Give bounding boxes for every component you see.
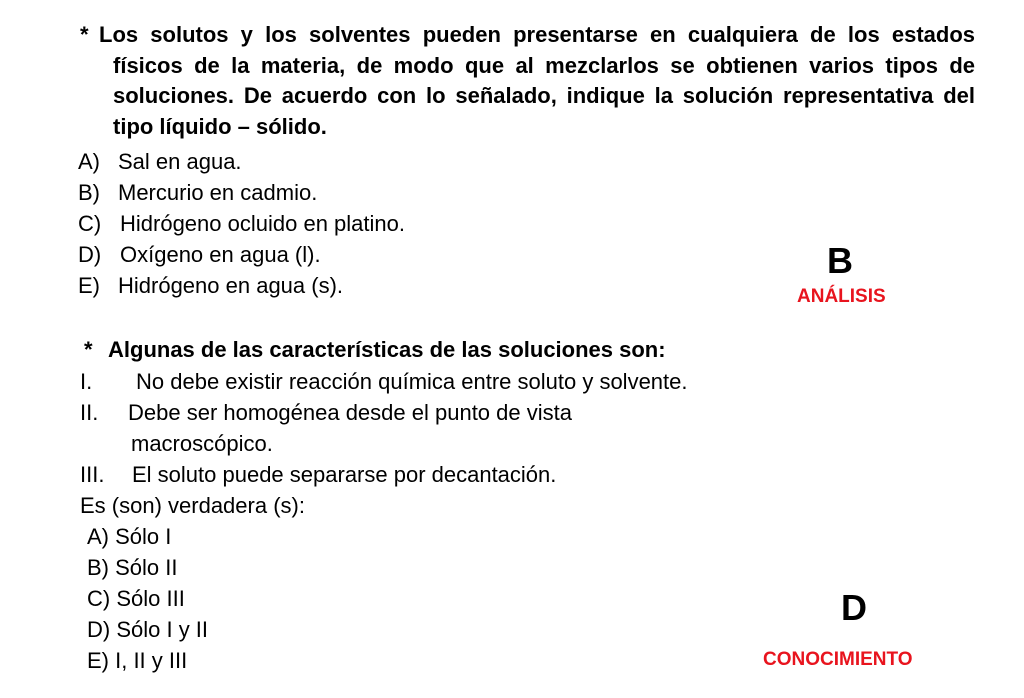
option-key: A) — [78, 149, 100, 174]
question-2-option-c: C) Sólo III — [87, 586, 185, 611]
question-1-option-e — [78, 270, 405, 301]
statement-number: II. — [80, 400, 99, 425]
option-text: Hidrógeno ocluido en platino. — [120, 211, 405, 236]
statement-text: Debe ser homogénea desde el punto de vista — [128, 400, 572, 425]
question-2-option-e: E) I, II y III — [87, 648, 188, 673]
statement-number: III. — [80, 462, 105, 487]
statement-iii — [80, 459, 688, 490]
question-2-body — [80, 366, 688, 676]
option-text: Hidrógeno en agua (s). — [118, 273, 344, 298]
question-2-option-b: B) Sólo II — [87, 555, 178, 580]
statement-text: El soluto puede separarse por decantación. — [132, 462, 557, 487]
option-key: B) — [78, 180, 100, 205]
question-1-text: Los solutos y los solventes pueden presentarse en cualquiera de los estados físicos de la materia, de modo que al mezclarlos se obtienen varios tipos de soluciones. De acuerdo con lo señalado, indique la solución representativa del tipo líquido – sólido. — [99, 22, 975, 139]
question-1-stem — [80, 20, 975, 142]
question-2-answer: D — [841, 587, 867, 628]
question-2-prompt: Es (son) verdadera (s): — [80, 493, 305, 518]
option-key: D) — [78, 242, 102, 267]
option-text: Oxígeno en agua (l). — [120, 242, 321, 267]
statement-text: No debe existir reacción química entre soluto y solvente. — [136, 369, 688, 394]
question-2-category: CONOCIMIENTO — [763, 649, 913, 670]
option-key: E) — [78, 273, 100, 298]
question-2-heading-text: Algunas de las características de las soluciones son: — [108, 337, 666, 362]
option-key: C) — [78, 211, 102, 236]
question-1-options — [78, 146, 405, 301]
option-text: Sal en agua. — [118, 149, 242, 174]
statement-ii — [80, 397, 688, 428]
statement-ii-continuation: macroscópico. — [131, 431, 273, 456]
question-1-option-c — [78, 208, 405, 239]
question-1-option-b — [78, 177, 405, 208]
question-1-answer: B — [827, 240, 853, 281]
statement-number: I. — [80, 369, 93, 394]
question-1-option-d — [78, 239, 405, 270]
question-2-bullet: * — [84, 337, 93, 362]
question-1-category: ANÁLISIS — [797, 286, 886, 307]
statement-i — [80, 366, 688, 397]
question-2-option-d: D) Sólo I y II — [87, 617, 209, 642]
option-text: Mercurio en cadmio. — [118, 180, 318, 205]
question-2-heading — [84, 335, 666, 365]
question-1-option-a — [78, 146, 405, 177]
question-2-option-a: A) Sólo I — [87, 524, 172, 549]
question-1-bullet: * — [80, 22, 89, 47]
